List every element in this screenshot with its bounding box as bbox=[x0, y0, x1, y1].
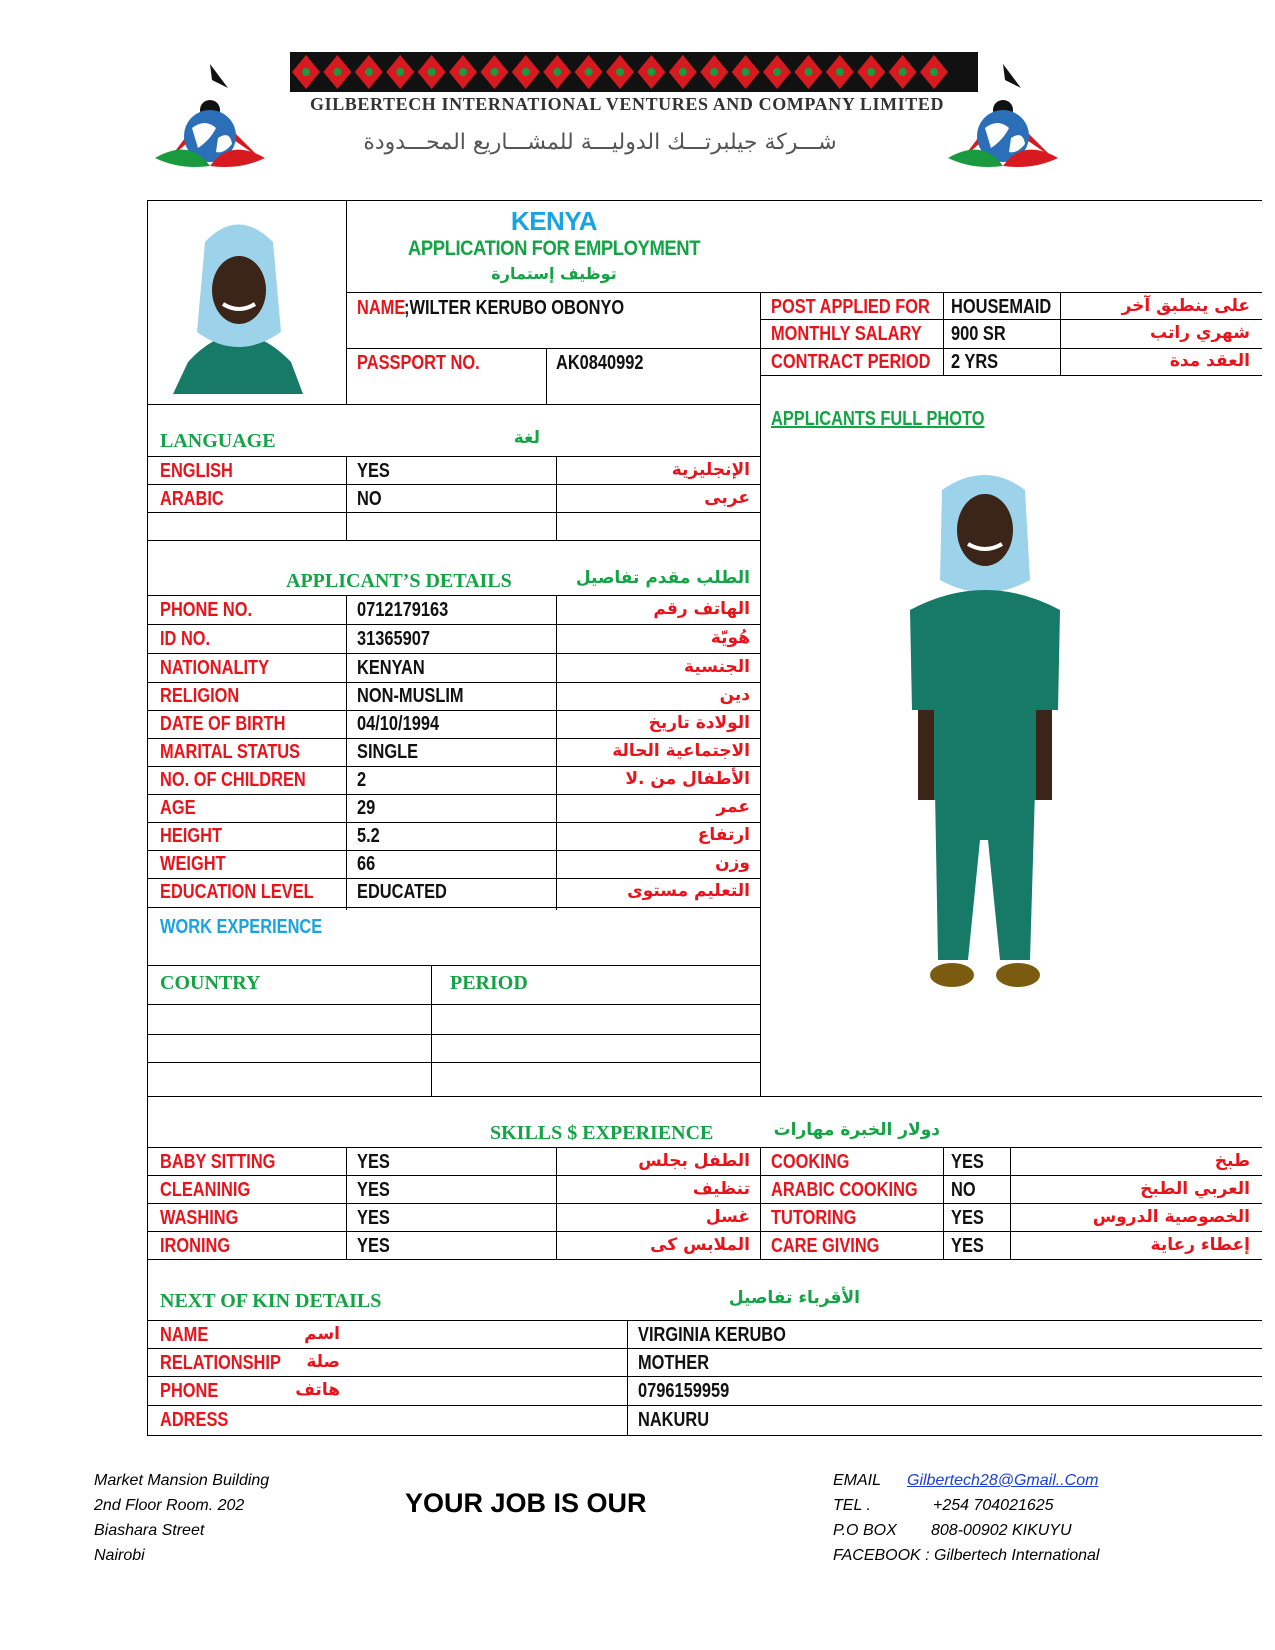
kin-label: ADRESS bbox=[160, 1409, 229, 1431]
banner-dot bbox=[930, 68, 938, 76]
period-header: PERIOD bbox=[450, 972, 528, 994]
skill-label-ar: طبخ bbox=[1214, 1151, 1250, 1171]
banner-dot bbox=[365, 68, 373, 76]
salary-label-ar: شهري راتب bbox=[1149, 323, 1250, 343]
skill-label: TUTORING bbox=[771, 1207, 857, 1229]
row-value: EDUCATED bbox=[357, 881, 447, 903]
banner-dot bbox=[428, 68, 436, 76]
banner-dot bbox=[710, 68, 718, 76]
passport-label: PASSPORT NO. bbox=[357, 352, 480, 374]
row-value: NON-MUSLIM bbox=[357, 685, 464, 707]
row-label: NATIONALITY bbox=[160, 657, 270, 679]
banner-dot bbox=[773, 68, 781, 76]
row-value: 66 bbox=[357, 853, 376, 875]
banner-dot bbox=[899, 68, 907, 76]
skill-value: NO bbox=[951, 1179, 976, 1201]
salary-value: 900 SR bbox=[951, 323, 1006, 345]
skill-label: COOKING bbox=[771, 1151, 850, 1173]
skill-label: BABY SITTING bbox=[160, 1151, 276, 1173]
row-value: NO bbox=[357, 488, 382, 510]
row-value: 04/10/1994 bbox=[357, 713, 440, 735]
name-value: ;WILTER KERUBO OBONYO bbox=[403, 297, 625, 319]
kin-label-ar: اسم bbox=[304, 1324, 340, 1344]
row-label-ar: الإنجليزية bbox=[671, 460, 750, 480]
kin-label: NAME bbox=[160, 1324, 209, 1346]
contract-label-ar: العقد مدة bbox=[1169, 351, 1250, 371]
row-label-ar: الاجتماعية الحالة bbox=[612, 741, 750, 761]
address-line: 2nd Floor Room. 202 bbox=[94, 1497, 245, 1514]
row-label: ARABIC bbox=[160, 488, 224, 510]
banner-dot bbox=[396, 68, 404, 76]
skill-label: WASHING bbox=[160, 1207, 239, 1229]
banner-dot bbox=[867, 68, 875, 76]
skills-title-ar: دولار الخبرة مهارات bbox=[773, 1120, 940, 1140]
row-value: 31365907 bbox=[357, 628, 430, 650]
kin-label-ar: صلة bbox=[306, 1352, 340, 1372]
row-label: NO. OF CHILDREN bbox=[160, 769, 306, 791]
banner-dot bbox=[836, 68, 844, 76]
row-label: PHONE NO. bbox=[160, 599, 253, 621]
kin-value: VIRGINIA KERUBO bbox=[638, 1324, 786, 1346]
name-field bbox=[357, 294, 672, 321]
skill-label-ar: الخصوصية الدروس bbox=[1092, 1207, 1250, 1227]
row-label-ar: التعليم مستوى bbox=[627, 881, 750, 901]
skill-value: YES bbox=[357, 1235, 390, 1257]
kin-label-ar: هاتف bbox=[295, 1380, 340, 1400]
skill-label-ar: إعطاء رعاية bbox=[1150, 1235, 1250, 1255]
row-value: 0712179163 bbox=[357, 599, 449, 621]
language-title-ar: لغة bbox=[513, 428, 540, 448]
contact-info bbox=[833, 1468, 1233, 1568]
banner-dot bbox=[585, 68, 593, 76]
details-title-ar: الطلب مقدم تفاصيل bbox=[575, 568, 750, 588]
row-value: 2 bbox=[357, 769, 367, 791]
row-label: WEIGHT bbox=[160, 853, 226, 875]
applicant-headshot bbox=[163, 212, 313, 394]
row-value: SINGLE bbox=[357, 741, 419, 763]
banner-dot bbox=[804, 68, 812, 76]
skill-value: YES bbox=[357, 1179, 390, 1201]
company-logo-left bbox=[150, 58, 272, 170]
kin-value: 0796159959 bbox=[638, 1380, 730, 1402]
banner-dot bbox=[679, 68, 687, 76]
skill-value: YES bbox=[357, 1207, 390, 1229]
row-label: ENGLISH bbox=[160, 460, 233, 482]
row-label-ar: ارتفاع bbox=[697, 825, 750, 845]
row-label-ar: دين bbox=[719, 685, 750, 705]
skill-label: IRONING bbox=[160, 1235, 231, 1257]
form-heading-ar: توظيف إستمارة bbox=[491, 264, 617, 283]
skill-label: CARE GIVING bbox=[771, 1235, 880, 1257]
row-value: 5.2 bbox=[357, 825, 380, 847]
kin-title: NEXT OF KIN DETAILS bbox=[160, 1290, 382, 1312]
salary-label: MONTHLY SALARY bbox=[771, 323, 922, 345]
skill-label-ar: الملابس كى bbox=[650, 1235, 750, 1255]
post-label: POST APPLIED FOR bbox=[771, 296, 930, 318]
passport-value: AK0840992 bbox=[556, 352, 644, 374]
banner-dot bbox=[333, 68, 341, 76]
row-label: MARITAL STATUS bbox=[160, 741, 301, 763]
banner-dot bbox=[490, 68, 498, 76]
row-label: EDUCATION LEVEL bbox=[160, 881, 314, 903]
kin-label: RELATIONSHIP bbox=[160, 1352, 281, 1374]
kin-label: PHONE bbox=[160, 1380, 219, 1402]
row-label-ar: وزن bbox=[715, 853, 750, 873]
skill-label: ARABIC COOKING bbox=[771, 1179, 918, 1201]
skill-label-ar: الطفل بجلس bbox=[638, 1151, 750, 1171]
row-label-ar: الولادة تاريخ bbox=[648, 713, 750, 733]
skill-label-ar: غسل bbox=[705, 1207, 750, 1227]
row-value: 29 bbox=[357, 797, 376, 819]
banner-dot bbox=[647, 68, 655, 76]
contract-value: 2 YRS bbox=[951, 351, 999, 373]
address-line: Market Mansion Building bbox=[94, 1472, 270, 1489]
full-photo-label: APPLICANTS FULL PHOTO bbox=[771, 408, 985, 430]
skill-label: CLEANINIG bbox=[160, 1179, 251, 1201]
address-line: Biashara Street bbox=[94, 1522, 205, 1539]
tel-value: +254 704021625 bbox=[933, 1497, 1054, 1514]
post-label-ar: على ينطبق آخر bbox=[1121, 296, 1250, 316]
row-label-ar: الهاتف رقم bbox=[653, 599, 750, 619]
row-label-ar: هُويّة bbox=[710, 628, 750, 648]
row-label-ar: الأطفال من .لا bbox=[625, 769, 750, 789]
row-label-ar: عمر bbox=[716, 797, 750, 817]
company-name-en: GILBERTECH INTERNATIONAL VENTURES AND COMPANY LIMITED bbox=[310, 94, 945, 114]
email-label: EMAIL bbox=[833, 1472, 882, 1489]
row-label: ID NO. bbox=[160, 628, 211, 650]
kin-value: MOTHER bbox=[638, 1352, 710, 1374]
office-address bbox=[94, 1468, 269, 1568]
kin-title-ar: الأقرباء تفاصيل bbox=[728, 1288, 860, 1308]
country-header: COUNTRY bbox=[160, 972, 261, 994]
row-label-ar: عربى bbox=[704, 488, 750, 508]
post-value: HOUSEMAID bbox=[951, 296, 1052, 318]
row-value: KENYAN bbox=[357, 657, 425, 679]
work-experience-title: WORK EXPERIENCE bbox=[160, 916, 323, 938]
email-link[interactable]: Gilbertech28@Gmail..Com bbox=[907, 1472, 1099, 1489]
row-value: YES bbox=[357, 460, 390, 482]
skill-value: YES bbox=[951, 1235, 984, 1257]
tel-label: TEL . bbox=[833, 1497, 871, 1514]
banner-dot bbox=[742, 68, 750, 76]
banner-dot bbox=[302, 68, 310, 76]
company-name-ar: شـــركة جيلبرتـــك الدوليـــة للمشـــاريع المحـــدودة bbox=[363, 130, 837, 155]
form-heading: APPLICATION FOR EMPLOYMENT bbox=[407, 237, 701, 260]
pobox-label: P.O BOX bbox=[833, 1522, 897, 1539]
language-title: LANGUAGE bbox=[160, 430, 276, 452]
banner-dot bbox=[553, 68, 561, 76]
row-label: DATE OF BIRTH bbox=[160, 713, 286, 735]
slogan: YOUR JOB IS OUR bbox=[405, 1488, 647, 1518]
row-label: RELIGION bbox=[160, 685, 240, 707]
banner-dot bbox=[616, 68, 624, 76]
name-label: NAME bbox=[357, 297, 406, 319]
row-label-ar: الجنسية bbox=[684, 657, 750, 677]
skill-value: YES bbox=[951, 1151, 984, 1173]
pobox-value: 808-00902 KIKUYU bbox=[931, 1522, 1072, 1539]
kin-value: NAKURU bbox=[638, 1409, 710, 1431]
details-title: APPLICANT’S DETAILS bbox=[286, 570, 512, 592]
country-title: KENYA bbox=[510, 206, 598, 236]
applicant-full-photo bbox=[880, 470, 1090, 1030]
facebook-info: FACEBOOK : Gilbertech International bbox=[833, 1547, 1100, 1564]
row-label: AGE bbox=[160, 797, 196, 819]
skill-value: YES bbox=[951, 1207, 984, 1229]
banner-dot bbox=[459, 68, 467, 76]
banner-dot bbox=[522, 68, 530, 76]
contract-label: CONTRACT PERIOD bbox=[771, 351, 931, 373]
skill-label-ar: تنظيف bbox=[692, 1179, 750, 1199]
decorative-banner bbox=[290, 52, 978, 92]
skills-title: SKILLS $ EXPERIENCE bbox=[490, 1122, 714, 1144]
address-line: Nairobi bbox=[94, 1547, 145, 1564]
skill-label-ar: العربي الطبخ bbox=[1140, 1179, 1250, 1199]
row-label: HEIGHT bbox=[160, 825, 222, 847]
skill-value: YES bbox=[357, 1151, 390, 1173]
